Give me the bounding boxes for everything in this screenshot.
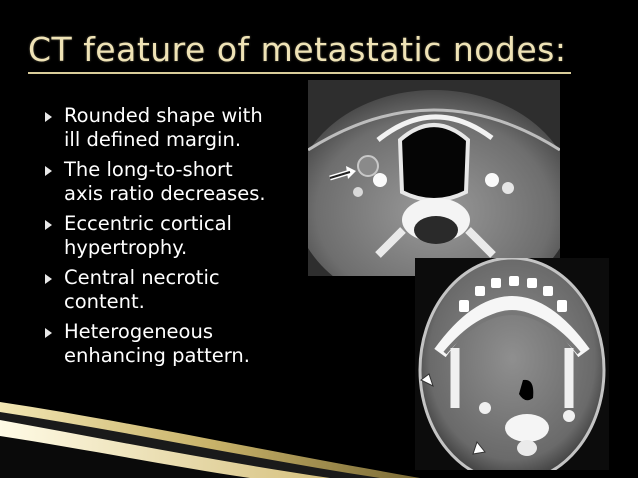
triangle-bullet-icon: [45, 166, 52, 176]
bullet-item: [44, 320, 306, 368]
ct-scan-neck-graphic: [308, 80, 560, 276]
ct-scan-jaw-graphic: [415, 258, 609, 470]
title-underline: [28, 72, 571, 74]
bullet-item: [44, 104, 306, 152]
triangle-bullet-icon: [45, 220, 52, 230]
triangle-bullet-icon: [45, 112, 52, 122]
triangle-bullet-icon: [45, 274, 52, 284]
triangle-bullet-icon: [45, 328, 52, 338]
bullet-item: [44, 158, 306, 206]
bullet-text: Central necrotic content.: [64, 266, 220, 313]
bullet-text: Eccentric cortical hypertrophy.: [64, 212, 232, 259]
ct-scan-jaw-image: [415, 258, 609, 470]
bullet-item: [44, 266, 306, 314]
bullet-item: [44, 212, 306, 260]
ct-scan-neck-image: [308, 80, 560, 276]
slide-title: CT feature of metastatic nodes:: [28, 30, 567, 69]
bullet-text: Heterogeneous enhancing pattern.: [64, 320, 250, 367]
bullet-list: [44, 104, 306, 374]
bullet-text: The long-to-short axis ratio decreases.: [64, 158, 266, 205]
bullet-text: Rounded shape with ill defined margin.: [64, 104, 263, 151]
